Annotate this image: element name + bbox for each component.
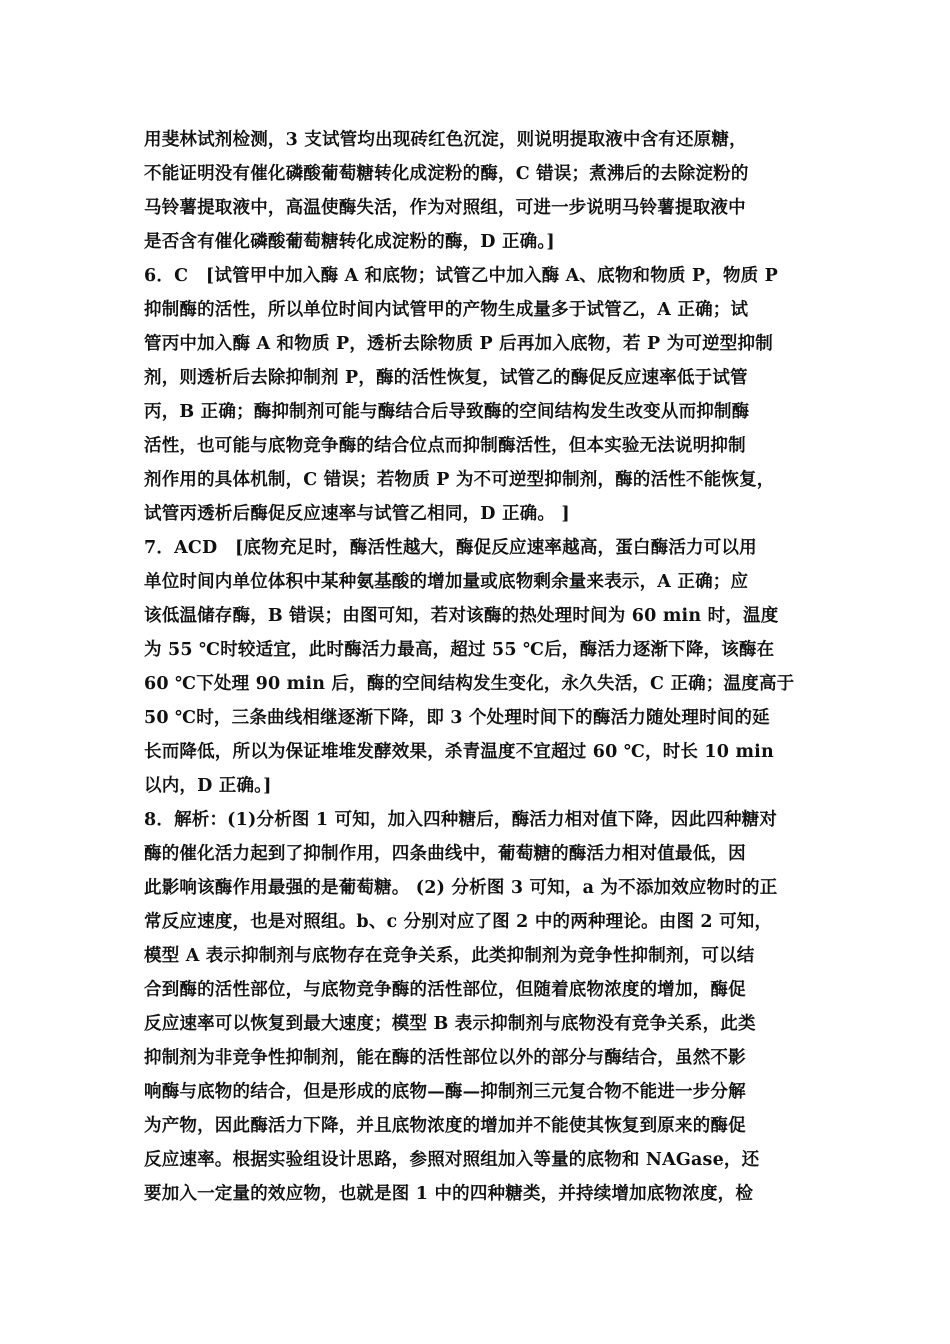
text-line: 用斐林试剂检测，3 支试管均出现砖红色沉淀，则说明提取液中含有还原糖， — [144, 130, 747, 150]
text-line: 常反应速度，也是对照组。b、c 分别对应了图 2 中的两种理论。由图 2 可知， — [144, 912, 773, 932]
text-line: 不能证明没有催化磷酸葡萄糖转化成淀粉的酶，C 错误；煮沸后的去除淀粉的 — [144, 164, 749, 184]
text-line: 酶的催化活力起到了抑制作用，四条曲线中，葡萄糖的酶活力相对值最低，因 — [144, 844, 746, 864]
answer-8-heading-line: 8．解析：(1)分析图 1 可知，加入四种糖后，酶活力相对值下降，因此四种糖对 — [144, 810, 778, 830]
document-page — [144, 123, 809, 1211]
text-line: 60 ℃下处理 90 min 后，酶的空间结构发生变化，永久失活，C 正确；温度高于 — [144, 674, 795, 694]
text-line: 响酶与底物的结合，但是形成的底物—酶—抑制剂三元复合物不能进一步分解 — [144, 1082, 746, 1102]
text-line: 管丙中加入酶 A 和物质 P，透析去除物质 P 后再加入底物，若 P 为可逆型抑制 — [144, 334, 773, 354]
text-line: 剂作用的具体机制，C 错误；若物质 P 为不可逆型抑制剂，酶的活性不能恢复， — [144, 470, 775, 490]
answer-6-heading-line: 6．C [试管甲中加入酶 A 和底物；试管乙中加入酶 A、底物和物质 P，物质 P — [144, 266, 779, 286]
text-line: 为产物，因此酶活力下降，并且底物浓度的增加并不能使其恢复到原来的酶促 — [144, 1116, 746, 1136]
text-line: 以内，D 正确。] — [144, 776, 272, 796]
text-line: 试管丙透析后酶促反应速率与试管乙相同，D 正确。 ] — [144, 504, 570, 524]
text-line: 合到酶的活性部位，与底物竞争酶的活性部位，但随着底物浓度的增加，酶促 — [144, 980, 746, 1000]
text-line: 50 ℃时，三条曲线相继逐渐下降，即 3 个处理时间下的酶活力随处理时间的延 — [144, 708, 770, 728]
text-line: 长而降低，所以为保证堆堆发酵效果，杀青温度不宜超过 60 ℃，时长 10 min — [144, 742, 774, 762]
text-line: 此影响该酶作用最强的是葡萄糖。 (2) 分析图 3 可知，a 为不添加效应物时的正 — [144, 878, 778, 898]
answer-7-heading-line: 7．ACD [底物充足时，酶活性越大，酶促反应速率越高，蛋白酶活力可以用 — [144, 538, 757, 558]
text-line: 马铃薯提取液中，高温使酶失活，作为对照组，可进一步说明马铃薯提取液中 — [144, 198, 746, 218]
text-line: 该低温储存酶，B 错误；由图可知，若对该酶的热处理时间为 60 min 时，温度 — [144, 606, 779, 626]
text-line: 是否含有催化磷酸葡萄糖转化成淀粉的酶，D 正确。] — [144, 232, 555, 252]
text-line: 单位时间内单位体积中某种氨基酸的增加量或底物剩余量来表示，A 正确；应 — [144, 572, 749, 592]
text-line: 剂，则透析后去除抑制剂 P，酶的活性恢复，试管乙的酶促反应速率低于试管 — [144, 368, 748, 388]
text-line: 反应速率可以恢复到最大速度；模型 B 表示抑制剂与底物没有竞争关系，此类 — [144, 1014, 756, 1034]
text-line: 活性，也可能与底物竞争酶的结合位点而抑制酶活性，但本实验无法说明抑制 — [144, 436, 746, 456]
text-line: 反应速率。根据实验组设计思路，参照对照组加入等量的底物和 NAGase，还 — [144, 1150, 760, 1170]
text-line: 抑制酶的活性，所以单位时间内试管甲的产物生成量多于试管乙，A 正确；试 — [144, 300, 749, 320]
text-line: 要加入一定量的效应物，也就是图 1 中的四种糖类，并持续增加底物浓度，检 — [144, 1184, 754, 1204]
text-line: 模型 A 表示抑制剂与底物存在竞争关系，此类抑制剂为竞争性抑制剂，可以结 — [144, 946, 755, 966]
text-line: 为 55 ℃时较适宜，此时酶活力最高，超过 55 ℃后，酶活力逐渐下降，该酶在 — [144, 640, 775, 660]
text-line: 丙，B 正确；酶抑制剂可能与酶结合后导致酶的空间结构发生改变从而抑制酶 — [144, 402, 750, 422]
text-line: 抑制剂为非竞争性抑制剂，能在酶的活性部位以外的部分与酶结合，虽然不影 — [144, 1048, 746, 1068]
